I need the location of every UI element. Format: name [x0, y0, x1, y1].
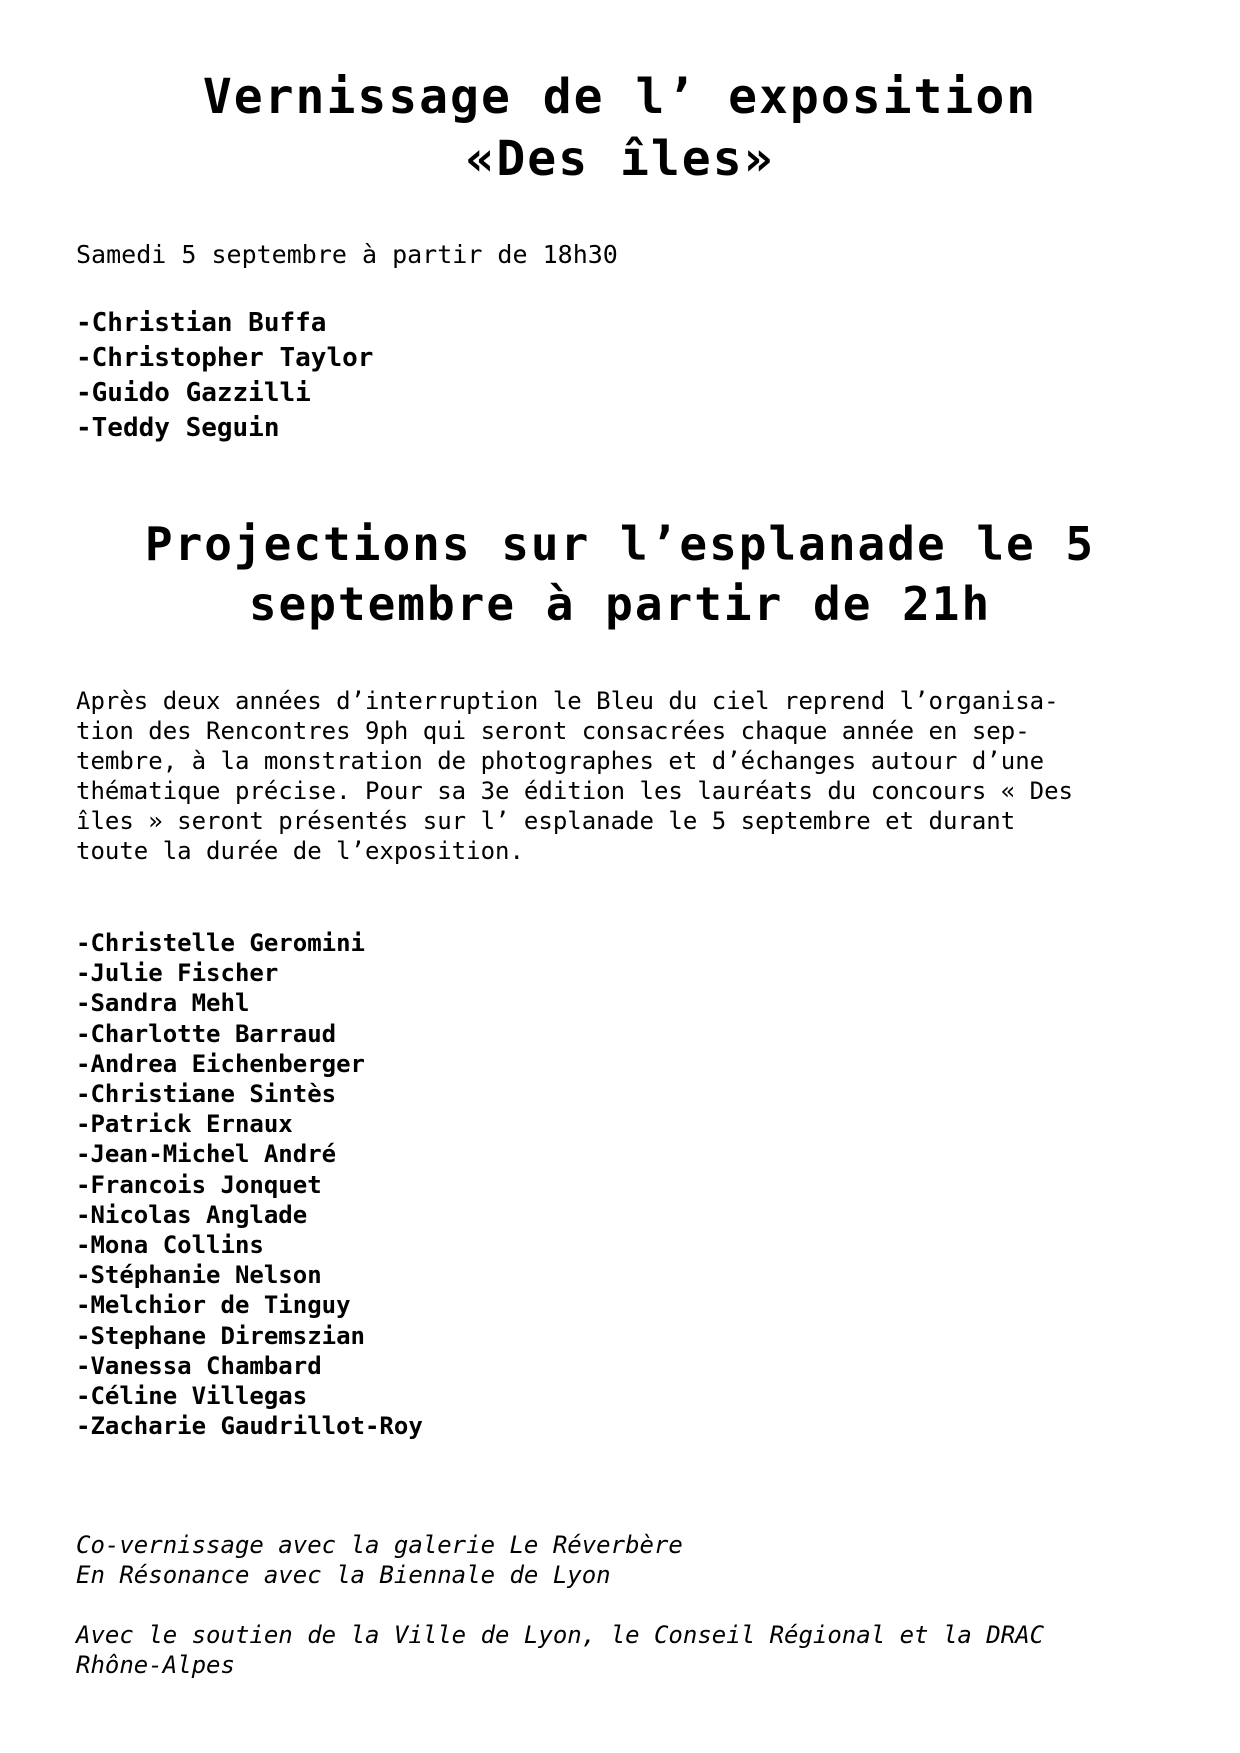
list-item: -Melchior de Tinguy: [76, 1291, 351, 1320]
list-item: -Teddy Seguin: [76, 413, 280, 443]
list-item: -Charlotte Barraud: [76, 1019, 337, 1048]
list-item: -Stéphanie Nelson: [76, 1261, 322, 1290]
description-paragraph: [76, 686, 1176, 866]
support-note: [76, 1620, 1044, 1680]
list-item: -Christelle Geromini: [76, 929, 365, 957]
list-item: -Andrea Eichenberger: [76, 1049, 365, 1078]
paragraph-line: thématique précise. Pour sa 3e édition les lauréats du concours « Des: [76, 777, 1073, 805]
list-item: -Christian Buffa: [76, 308, 327, 338]
co-vernissage-line: Co-vernissage avec la galerie Le Réverbère: [76, 1531, 683, 1559]
list-item: -Mona Collins: [76, 1231, 264, 1260]
vernissage-title-line-1: Vernissage de l’ exposition: [202, 69, 1038, 125]
list-item: -Christopher Taylor: [76, 343, 374, 373]
projections-title-line-2: septembre à partir de 21h: [248, 577, 992, 631]
list-item: -Jean-Michel André: [76, 1140, 337, 1169]
list-item: -Patrick Ernaux: [76, 1110, 293, 1139]
support-line-1: Avec le soutien de la Ville de Lyon, le Conseil Régional et la DRAC: [76, 1621, 1045, 1649]
list-item: -Vanessa Chambard: [76, 1351, 322, 1380]
list-item: -Francois Jonquet: [76, 1170, 322, 1199]
list-item: -Nicolas Anglade: [76, 1200, 308, 1229]
vernissage-title: [0, 66, 1240, 190]
partners-note: [76, 1530, 683, 1590]
vernissage-artist-list: [76, 306, 373, 446]
list-item: -Julie Fischer: [76, 959, 279, 988]
paragraph-line: tembre, à la monstration de photographes et d’échanges autour d’une: [76, 747, 1045, 775]
vernissage-title-line-2: «Des îles»: [465, 131, 775, 187]
paragraph-line: tion des Rencontres 9ph qui seront consacrées chaque année en sep-: [76, 717, 1030, 745]
paragraph-line: îles » seront présentés sur l’ esplanade le 5 septembre et durant: [76, 807, 1016, 835]
list-item: -Guido Gazzilli: [76, 378, 311, 408]
paragraph-line: toute la durée de l’exposition.: [76, 837, 524, 865]
list-item: -Céline Villegas: [76, 1382, 308, 1411]
projections-title-line-1: Projections sur l’esplanade le 5: [144, 517, 1096, 571]
paragraph-line: Après deux années d’interruption le Bleu du ciel reprend l’organisa-: [76, 687, 1059, 715]
list-item: -Christiane Sintès: [76, 1080, 337, 1109]
list-item: -Sandra Mehl: [76, 989, 250, 1018]
support-line-2: Rhône-Alpes: [76, 1651, 235, 1679]
list-item: -Zacharie Gaudrillot-Roy: [76, 1412, 423, 1441]
projections-title: [0, 514, 1240, 634]
projection-artist-list: [76, 928, 423, 1441]
resonance-line: En Résonance avec la Biennale de Lyon: [76, 1561, 611, 1589]
list-item: -Stephane Diremszian: [76, 1321, 365, 1350]
vernissage-date: Samedi 5 septembre à partir de 18h30: [76, 240, 618, 269]
